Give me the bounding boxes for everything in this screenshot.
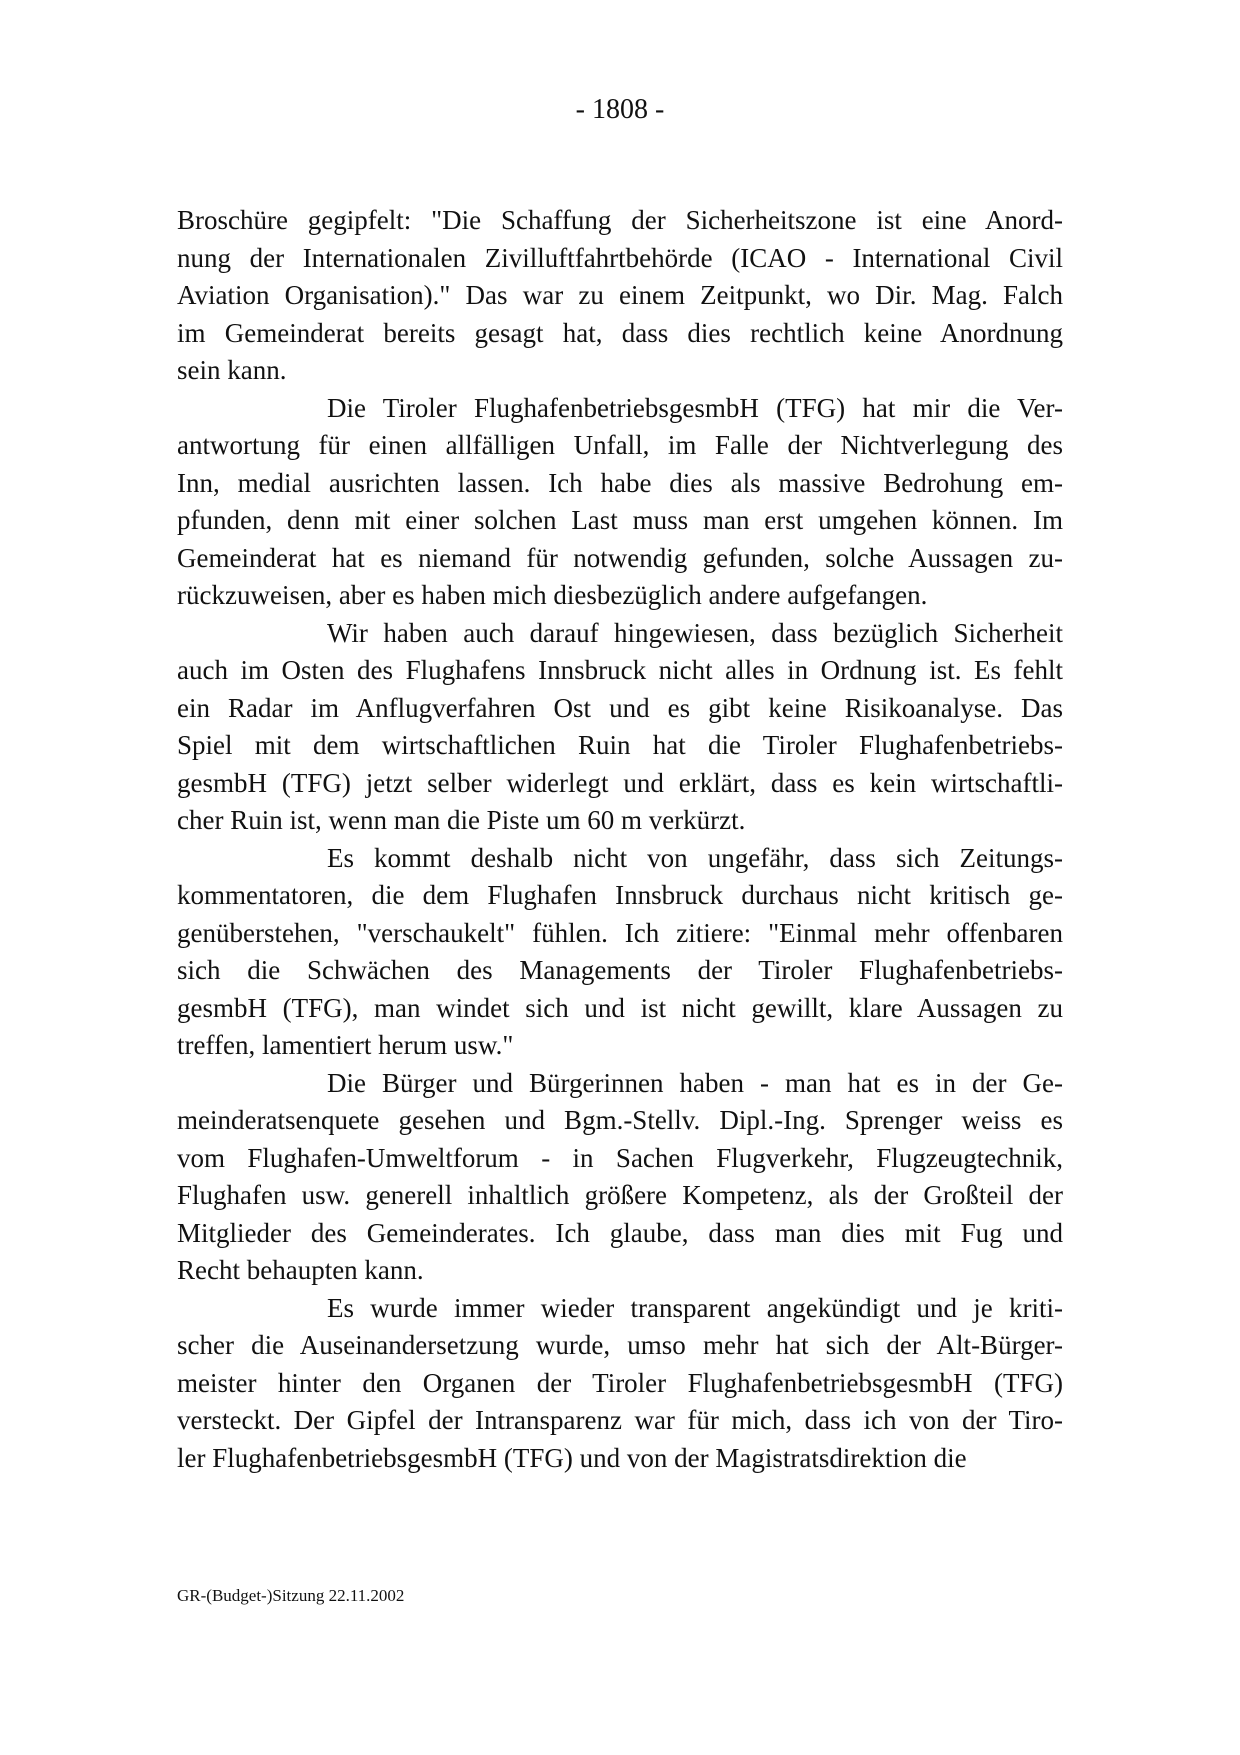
text-line: meinderatsenquete gesehen und Bgm.-Stellv. Dipl.-Ing. Sprenger weiss es xyxy=(177,1105,1063,1135)
text-line: Recht behaupten kann. xyxy=(177,1255,424,1285)
text-line: pfunden, denn mit einer solchen Last muss man erst umgehen können. Im xyxy=(177,505,1063,535)
text-line: Es kommt deshalb nicht von ungefähr, dass sich Zeitungs- xyxy=(327,842,1063,873)
paragraph xyxy=(177,1065,1063,1290)
text-line: rückzuweisen, aber es haben mich diesbezüglich andere aufgefangen. xyxy=(177,580,928,610)
paragraph xyxy=(177,840,1063,1065)
text-line: Spiel mit dem wirtschaftlichen Ruin hat die Tiroler Flughafenbetriebs- xyxy=(177,730,1063,760)
text-line: Inn, medial ausrichten lassen. Ich habe dies als massive Bedrohung em- xyxy=(177,467,1063,498)
text-line: versteckt. Der Gipfel der Intransparenz war für mich, dass ich von der Tiro- xyxy=(177,1405,1063,1435)
text-line: im Gemeinderat bereits gesagt hat, dass dies rechtlich keine Anordnung xyxy=(177,317,1063,348)
text-line: ler FlughafenbetriebsgesmbH (TFG) und von der Magistratsdirektion die xyxy=(177,1442,967,1473)
text-line: Wir haben auch darauf hingewiesen, dass bezüglich Sicherheit xyxy=(327,617,1063,648)
text-line: Broschüre gegipfelt: "Die Schaffung der Sicherheitszone ist eine Anord- xyxy=(177,205,1063,235)
text-line: treffen, lamentiert herum usw." xyxy=(177,1030,514,1060)
paragraph xyxy=(177,390,1063,615)
text-line: auch im Osten des Flughafens Innsbruck nicht alles in Ordnung ist. Es fehlt xyxy=(177,655,1063,685)
text-line: gesmbH (TFG), man windet sich und ist nicht gewillt, klare Aussagen zu xyxy=(177,992,1063,1023)
page-number: - 1808 - xyxy=(575,94,665,125)
text-line: antwortung für einen allfälligen Unfall, im Falle der Nichtverlegung des xyxy=(177,430,1063,460)
text-line: genüberstehen, "verschaukelt" fühlen. Ich zitiere: "Einmal mehr offenbaren xyxy=(177,917,1063,948)
text-line: Die Bürger und Bürgerinnen haben - man hat es in der Ge- xyxy=(327,1067,1063,1098)
paragraph xyxy=(177,202,1063,390)
text-line: vom Flughafen-Umweltforum - in Sachen Flugverkehr, Flugzeugtechnik, xyxy=(177,1142,1063,1173)
text-line: cher Ruin ist, wenn man die Piste um 60 m verkürzt. xyxy=(177,805,746,835)
text-line: gesmbH (TFG) jetzt selber widerlegt und erklärt, dass es kein wirtschaftli- xyxy=(177,767,1063,798)
text-line: nung der Internationalen Zivilluftfahrtbehörde (ICAO - International Civil xyxy=(177,242,1063,273)
text-line: Aviation Organisation)." Das war zu einem Zeitpunkt, wo Dir. Mag. Falch xyxy=(177,280,1063,310)
text-line: Mitglieder des Gemeinderates. Ich glaube, dass man dies mit Fug und xyxy=(177,1217,1063,1248)
paragraph xyxy=(177,1290,1063,1478)
text-line: Flughafen usw. generell inhaltlich größere Kompetenz, als der Großteil der xyxy=(177,1180,1063,1210)
body-text xyxy=(177,202,1063,1477)
footer-session-date: GR-(Budget-)Sitzung 22.11.2002 xyxy=(177,1586,405,1605)
text-line: scher die Auseinandersetzung wurde, umso mehr hat sich der Alt-Bürger- xyxy=(177,1330,1063,1360)
paragraph xyxy=(177,615,1063,840)
text-line: Es wurde immer wieder transparent angekündigt und je kriti- xyxy=(327,1292,1063,1323)
text-line: sein kann. xyxy=(177,355,287,385)
text-line: kommentatoren, die dem Flughafen Innsbruck durchaus nicht kritisch ge- xyxy=(177,880,1063,910)
text-line: ein Radar im Anflugverfahren Ost und es gibt keine Risikoanalyse. Das xyxy=(177,692,1063,723)
text-line: meister hinter den Organen der Tiroler FlughafenbetriebsgesmbH (TFG) xyxy=(177,1367,1063,1398)
text-line: Gemeinderat hat es niemand für notwendig gefunden, solche Aussagen zu- xyxy=(177,542,1063,573)
text-line: Die Tiroler FlughafenbetriebsgesmbH (TFG) hat mir die Ver- xyxy=(327,392,1063,423)
text-line: sich die Schwächen des Managements der Tiroler Flughafenbetriebs- xyxy=(177,955,1063,985)
